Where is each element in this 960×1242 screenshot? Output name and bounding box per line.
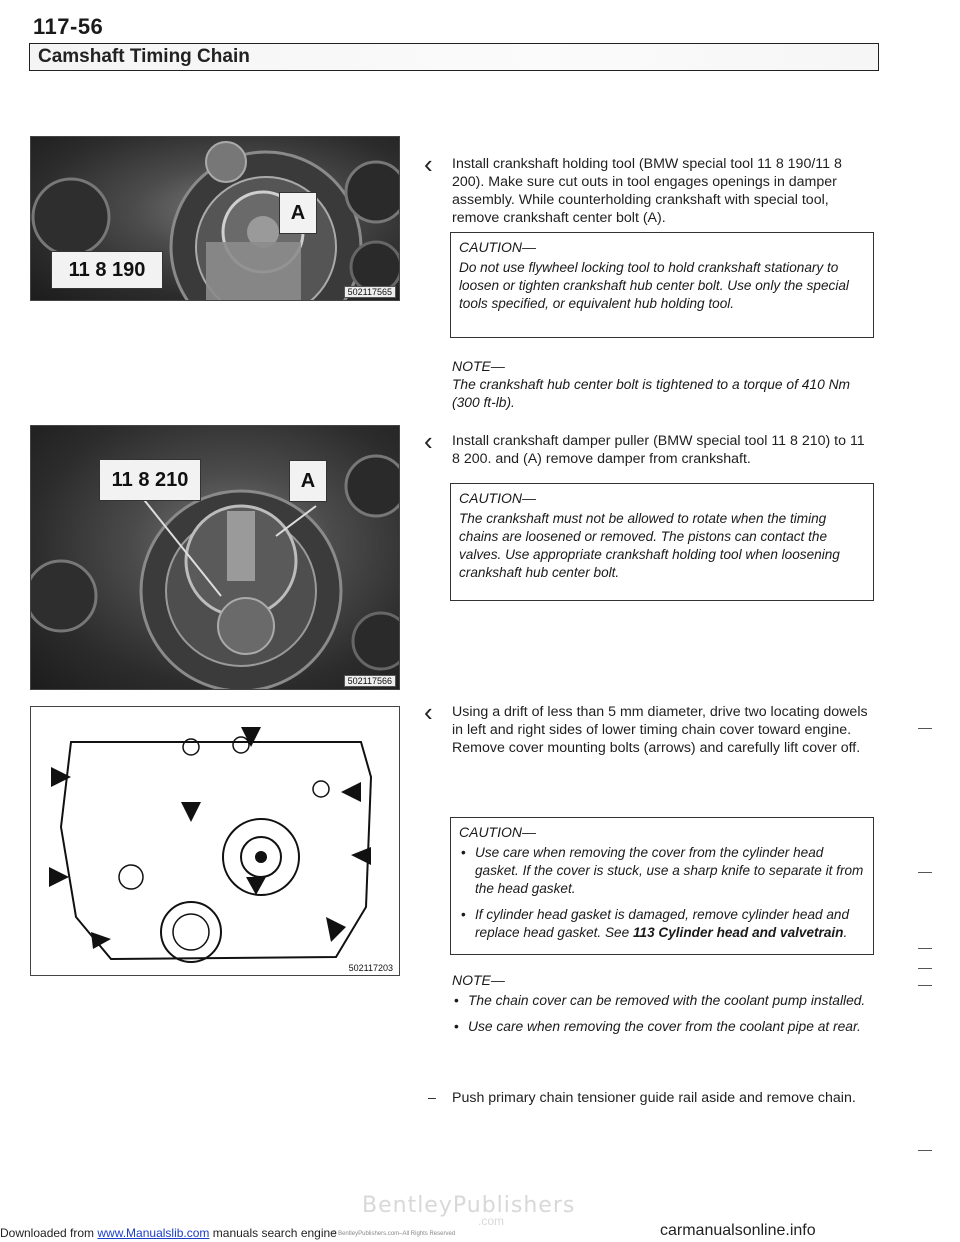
- section-header: [29, 43, 879, 71]
- step3-note-list: [452, 992, 888, 1044]
- step-marker: ‹: [424, 697, 433, 727]
- step1-note-text: The crankshaft hub center bolt is tightened to a torque of 410 Nm (300 ft-lb).: [452, 377, 851, 410]
- figure-id: 502117203: [346, 963, 396, 973]
- callout-a: A: [289, 460, 327, 502]
- caution-heading: CAUTION—: [459, 239, 536, 255]
- publisher-watermark-sub: .com: [478, 1214, 505, 1228]
- caution-text: The crankshaft must not be allowed to rotate when the timing chains are loosened or removed. The pistons can contact the valves. Use appropriate crankshaft holding tool when loosening crankshaft hub center bolt.: [459, 511, 840, 580]
- step-marker: ‹: [424, 149, 433, 179]
- figure-id: 502117566: [344, 675, 396, 687]
- caution-item: • Use care when removing the cover from the cylinder head gasket. If the cover is stuck, use a sharp knife to separate it from the head gasket.: [475, 844, 865, 898]
- manualslib-link[interactable]: www.Manualslib.com: [97, 1226, 210, 1240]
- callout-a: A: [279, 192, 317, 234]
- download-footer: [0, 1226, 337, 1240]
- step3-note-heading: NOTE—: [452, 972, 505, 988]
- timing-cover-drawing: [31, 707, 401, 977]
- edge-mark: [918, 948, 932, 949]
- step-marker: ‹: [424, 426, 433, 456]
- caution-text: Do not use flywheel locking tool to hold crankshaft stationary to loosen or tighten crankshaft hub center bolt. Use only the special tools specified, or equivalent hub holding tool.: [459, 260, 849, 311]
- edge-mark: [918, 872, 932, 873]
- caution-heading: CAUTION—: [459, 824, 536, 840]
- caution-item: [475, 906, 865, 942]
- site-footer[interactable]: carmanualsonline.info: [660, 1222, 816, 1239]
- edge-mark: [918, 968, 932, 969]
- figure-damper-puller: [30, 425, 400, 690]
- caution-list: [459, 844, 865, 942]
- edge-mark: [918, 728, 932, 729]
- edge-mark: [918, 1150, 932, 1151]
- step1-note-heading: NOTE—: [452, 358, 505, 374]
- publisher-watermark: BentleyPublishers: [362, 1193, 576, 1218]
- copyright-line: © BentleyPublishers.com–All Rights Reserved: [332, 1231, 456, 1237]
- callout-tool-11-8-210: 11 8 210: [99, 459, 201, 501]
- step4-dash: –: [428, 1090, 436, 1106]
- note-item: • Use care when removing the cover from the coolant pipe at rear.: [468, 1018, 888, 1036]
- footer-prefix: Downloaded from: [0, 1226, 98, 1240]
- step3-text: Using a drift of less than 5 mm diameter, drive two locating dowels in left and right sides of lower timing chain cover toward engine. Remove cover mounting bolts (arrows) and carefully lift cover off.: [452, 704, 868, 756]
- page-number: 117-56: [33, 14, 104, 39]
- step2-caution: [450, 483, 874, 601]
- caution-item-text: If cylinder head gasket is damaged, remove cylinder head and replace head gasket. See: [475, 907, 850, 940]
- footer-suffix: manuals search engine: [209, 1226, 337, 1240]
- section-title: Camshaft Timing Chain: [38, 46, 250, 67]
- step3-caution: [450, 817, 874, 955]
- note-item: • The chain cover can be removed with the coolant pump installed.: [468, 992, 888, 1010]
- caution-heading: CAUTION—: [459, 490, 536, 506]
- cross-reference-link[interactable]: 113 Cylinder head and valvetrain: [632, 925, 844, 940]
- step2-text: Install crankshaft damper puller (BMW special tool 11 8 210) to 11 8 200. and (A) remove damper from crankshaft.: [452, 433, 865, 467]
- callout-tool-11-8-190: 11 8 190: [51, 251, 163, 289]
- step1-text: Install crankshaft holding tool (BMW special tool 11 8 190/11 8 200). Make sure cut outs in tool engages openings in damper assembly. While counterholding crankshaft with special tool, remove crankshaft center bolt (A).: [452, 156, 842, 226]
- figure-timing-cover: [30, 706, 400, 976]
- step4-text: Push primary chain tensioner guide rail aside and remove chain.: [452, 1090, 856, 1106]
- figure-holding-tool: [30, 136, 400, 301]
- caution-item-end: .: [843, 925, 848, 940]
- engine-photo-2: [31, 426, 400, 690]
- step1-caution: [450, 232, 874, 338]
- edge-mark: [918, 985, 932, 986]
- figure-id: 502117565: [344, 286, 396, 298]
